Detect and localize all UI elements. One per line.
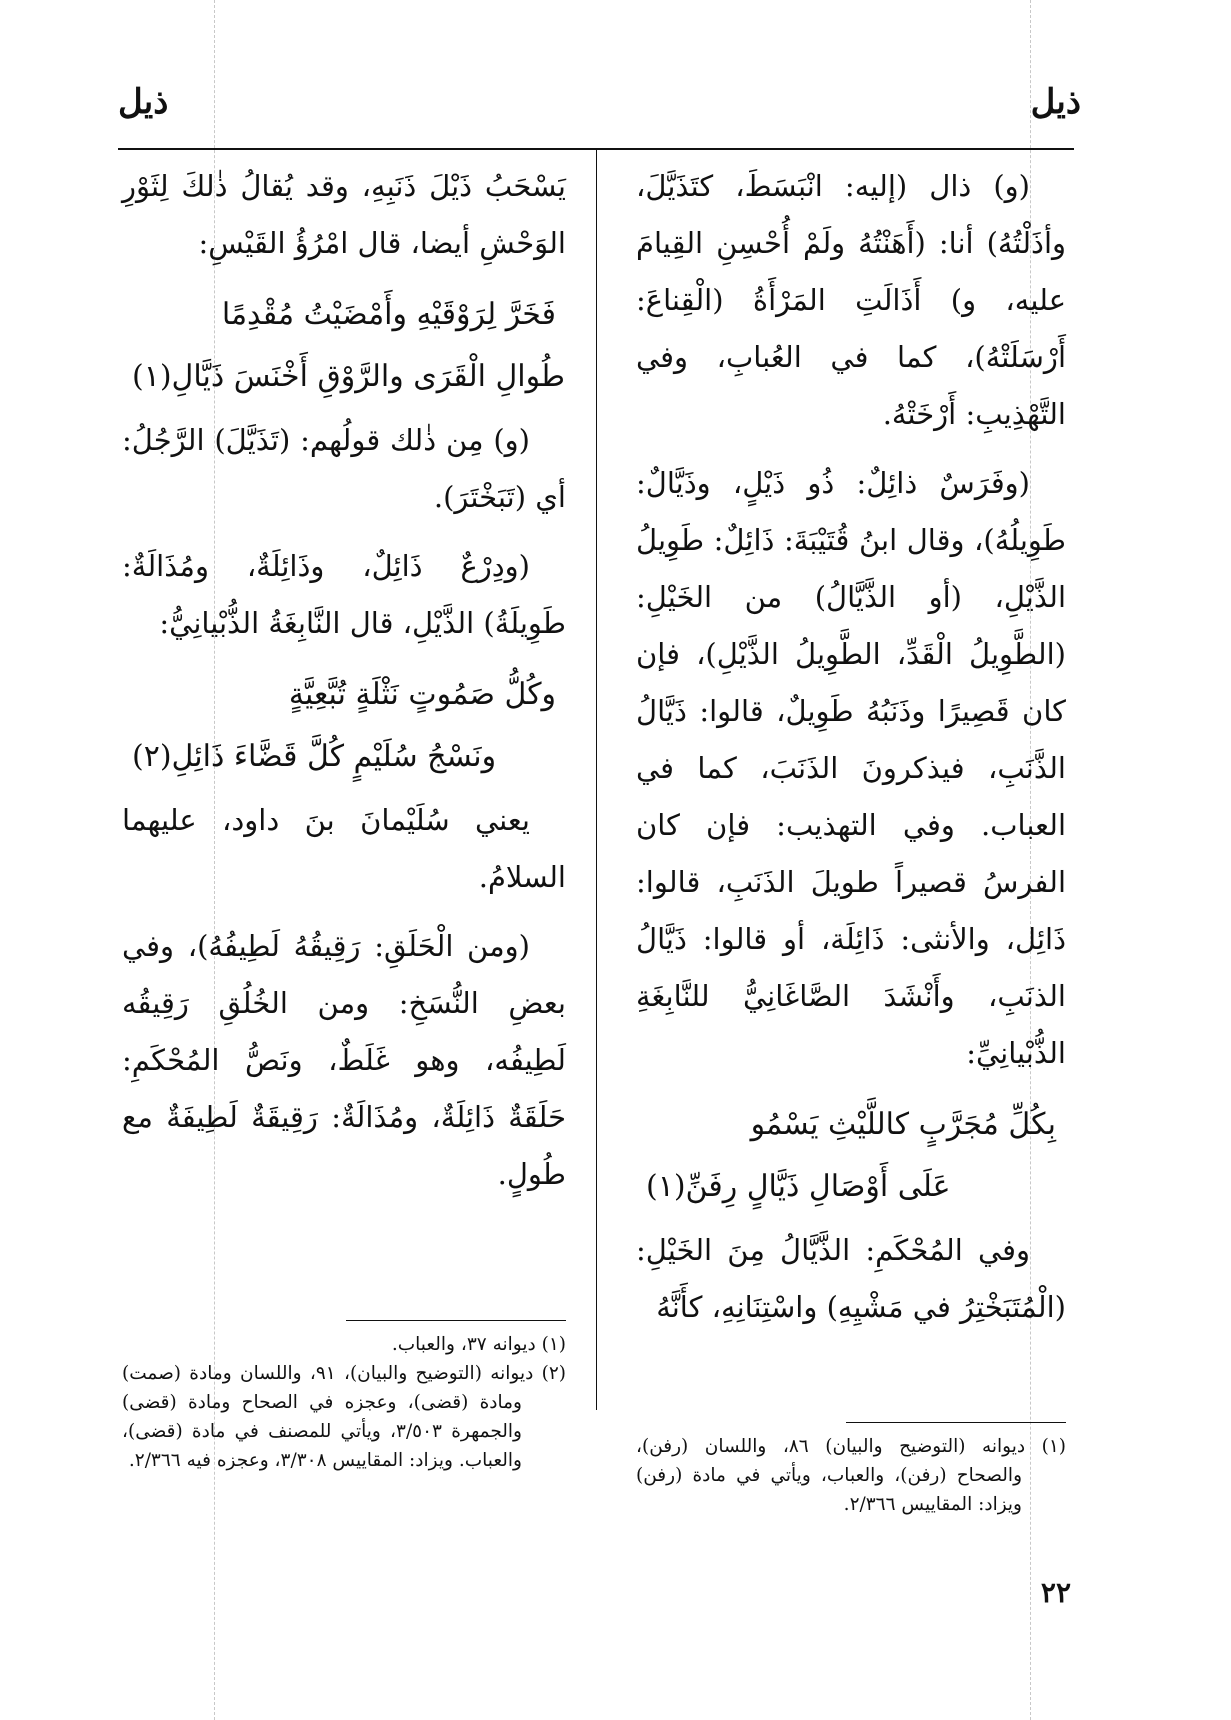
footnotes-right [636, 1432, 1066, 1519]
verse-second-hemistich: ونَسْجُ سُلَيْمٍ كُلَّ قَضَّاءَ ذَائِلِ(٢) [132, 739, 497, 774]
verse-first-hemistich: فَخَرَّ لِرَوْقَيْهِ وأَمْضَيْتُ مُقْدِمًا [221, 297, 556, 332]
footnotes-left [122, 1330, 566, 1475]
footnote-1: (١) ديوانه (التوضيح والبيان) ٨٦، واللسان (رفن)، والصحاح (رفن)، والعباب، ويأتي في مادة (رفن) ويزاد: المقاييس ٢/٣٦٦. [636, 1436, 1067, 1515]
verse-second-hemistich: عَلَى أَوْصَالِ ذَيَّالٍ رِفَنِّ(١) [646, 1169, 951, 1204]
footnote-rule-right [846, 1422, 1066, 1423]
left-paragraph-3: (ودِرْعٌ ذَائِلٌ، وذَائِلَةٌ، ومُذَالَةٌ: طَوِيلَةُ) الذَّيْلِ، قال النَّابِغَةُ الذُّبْيانِيُّ: [122, 549, 566, 640]
right-paragraph-1: (و) ذال (إليه: انْبَسَطَ، كتَذَيَّلَ، وأذَلْتُهُ) أنا: (أَهَنْتُهُ ولَمْ أُحْسِنِ القِيامَ عليه، و) أَذَالَتِ المَرْأَةُ (الْقِناعَ: أَرْسَلَتْهُ)، كما في العُبابِ، وفي التَّهْذِيبِ: أَرْخَتْهُ. [636, 169, 1066, 431]
footnote-rule-left [346, 1320, 566, 1321]
footnote-2: (٢) ديوانه (التوضيح والبيان)، ٩١، واللسان ومادة (صمت) ومادة (قضى)، وعجزه في الصحاح ومادة (قضى) والجمهرة ٣/٥٠٣، ويأتي للمصنف في مادة (قضى)، والعباب. ويزاد: المقاييس ٣/٣٠٨، وعجزه فيه ٢/٣٦٦. [122, 1363, 567, 1471]
running-head-right: ذيل [1030, 82, 1081, 122]
footnote-1: (١) ديوانه ٣٧، والعباب. [391, 1334, 566, 1355]
verse-nabigha-2 [122, 664, 566, 788]
left-paragraph-4: يعني سُلَيْمانَ بنَ داود، عليهما السلامُ. [122, 803, 566, 894]
verse-imru-al-qays [122, 284, 566, 408]
verse-second-hemistich: طُوالِ الْقَرَى والرَّوْقِ أَخْنَسَ ذَيَّالِ(١) [132, 359, 565, 394]
verse-first-hemistich: وكُلُّ صَمُوتٍ نَثْلَةٍ تُبَّعِيَّةٍ [288, 677, 556, 712]
right-paragraph-3: وفي المُحْكَمِ: الذَّيَّالُ مِنَ الخَيْلِ: (الْمُتَبَخْتِرُ في مَشْيِهِ) واسْتِنَانِهِ، كأَنَّهُ [636, 1233, 1066, 1324]
verse-nabigha-1 [636, 1094, 1066, 1218]
left-column [122, 158, 566, 1215]
column-divider [596, 148, 597, 1410]
left-paragraph-2: (و) مِن ذٰلك قولُهم: (تَذَيَّلَ) الرَّجُلُ: أي (تَبَخْتَرَ). [122, 423, 566, 514]
right-column [636, 158, 1066, 1348]
page-number: ٢٢ [1040, 1576, 1071, 1609]
left-paragraph-5: (ومن الْحَلَقِ: رَقِيقُهُ لَطِيفُهُ)، وفي بعضِ النُّسَخِ: ومن الخُلُقِ رَقِيقُه لَطِيفُه، وهو غَلَطٌ، ونَصُّ المُحْكَمِ: حَلَقَةٌ ذَائِلَةٌ، ومُذَالَةٌ: رَقِيقَةٌ لَطِيفَةٌ مع طُولٍ. [122, 929, 566, 1191]
left-paragraph-1: يَسْحَبُ ذَيْلَ ذَنَبِهِ، وقد يُقالُ ذٰلكَ لِثَوْرِ الوَحْشِ أيضا، قال امْرُؤُ القَيْسِ: [122, 169, 566, 260]
right-paragraph-2: (وفَرَسٌ ذائِلٌ: ذُو ذَيْلٍ، وذَيَّالٌ: طَوِيلُهُ)، وقال ابنُ قُتَيْبَةَ: ذَائِلٌ: طَوِيلُ الذَّيْلِ، (أو الذَّيَّالُ) من الخَيْلِ: (الطَّوِيلُ الْقَدِّ، الطَّوِيلُ الذَّيْلِ)، فإن كان قَصِيرًا وذَنَبُهُ طَوِيلٌ، قالوا: ذَيَّالُ الذَّنَبِ، فيذكرونَ الذَنَبَ، كما في العباب. وفي التهذيب: فإن كان الفرسُ قصيراً طويلَ الذَنَبِ، قالوا: ذَائِل، والأنثى: ذَائِلَة، أو قالوا: ذَيَّالُ الذنَبِ، وأَنْشَدَ الصَّاغَانِيُّ للنَّابِغَةِ الذُّبْيانِيِّ: [636, 466, 1066, 1070]
running-head-left: ذيل [118, 82, 169, 122]
verse-first-hemistich: بِكُلِّ مُجَرَّبٍ كاللَّيْثِ يَسْمُو [750, 1107, 1056, 1142]
